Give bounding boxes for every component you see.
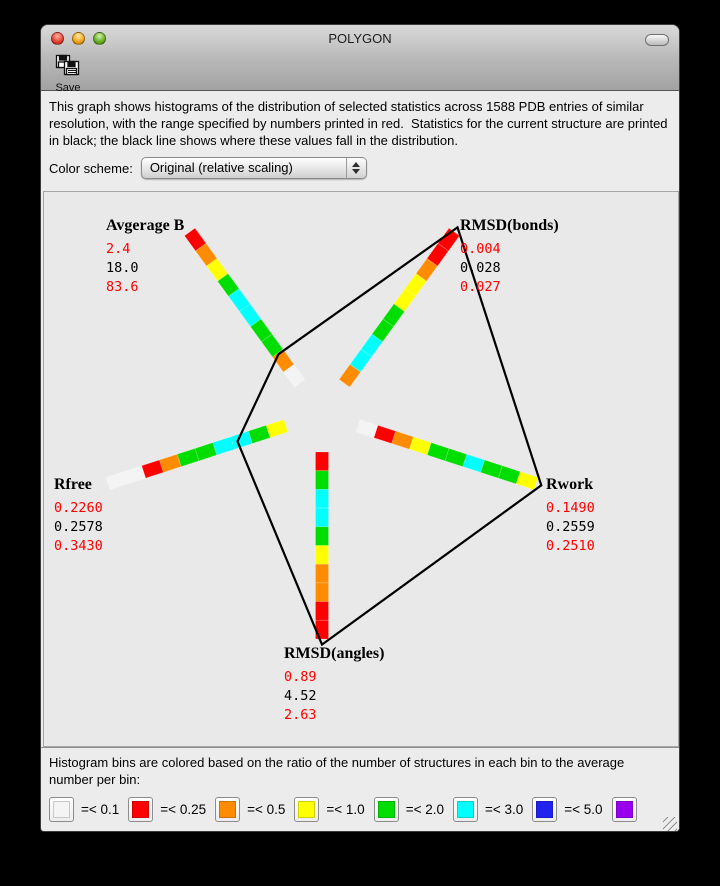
histogram-bar-avgerage-b [184, 228, 304, 387]
resize-grip[interactable] [663, 817, 677, 831]
legend-bin [612, 797, 637, 822]
legend-bin-swatch-orange[interactable] [215, 797, 240, 822]
axis-label-rmsd-bonds: RMSD(bonds) 0.004 0.028 0.027 [460, 217, 559, 295]
legend-bin-label: =< 3.0 [484, 802, 524, 817]
axis-current-value: 0.2578 [54, 519, 103, 535]
histogram-bin-segment [516, 472, 538, 490]
axis-max-value: 0.3430 [54, 538, 103, 554]
legend-bin-swatch-blue[interactable] [532, 797, 557, 822]
color-chip [378, 801, 395, 818]
histogram-bin-segment [316, 602, 329, 621]
color-chip [536, 801, 553, 818]
histogram-bin-segment [316, 471, 329, 490]
legend-bin-label: =< 0.5 [247, 802, 286, 817]
legend-bin [532, 797, 602, 822]
histogram-bin-segment [316, 527, 329, 546]
legend-bin-swatch-white[interactable] [49, 797, 74, 822]
legend-bin-swatch-green[interactable] [374, 797, 399, 822]
legend-bin [453, 797, 523, 822]
legend-bin-swatch-yellow[interactable] [294, 797, 319, 822]
legend-panel [41, 747, 679, 832]
axis-max-value: 2.63 [284, 707, 317, 723]
color-chip [132, 801, 149, 818]
title-bar[interactable] [41, 25, 679, 53]
legend-bin [128, 797, 206, 822]
histogram-bar-rwork [356, 420, 538, 490]
save-button-label: Save [55, 82, 81, 94]
histogram-bar-rfree [106, 420, 288, 490]
histogram-bin-segment [316, 452, 329, 471]
histogram-bin-segment [316, 564, 329, 583]
save-button[interactable] [51, 54, 85, 94]
intro-panel [41, 91, 679, 191]
histogram-bin-segment [316, 546, 329, 565]
axis-min-value: 0.89 [284, 669, 317, 685]
axis-current-value: 4.52 [284, 688, 317, 704]
polygon-window [40, 24, 680, 832]
axis-min-value: 0.004 [460, 241, 501, 257]
axis-label-avgerage-b: Avgerage B 2.4 18.0 83.6 [106, 217, 185, 295]
axis-current-value: 0.028 [460, 260, 501, 276]
radar-chart-panel [43, 191, 679, 747]
legend-bins-row [49, 797, 671, 822]
color-scheme-row [49, 157, 671, 179]
color-chip [219, 801, 236, 818]
axis-min-value: 2.4 [106, 241, 131, 257]
legend-bin-swatch-purple[interactable] [612, 797, 637, 822]
legend-caption: Histogram bins are colored based on the ratio of the number of structures in each bin to the average number per bin: [49, 755, 625, 787]
axis-max-value: 0.027 [460, 279, 501, 295]
legend-bin-label: =< 2.0 [405, 802, 444, 817]
color-chip [616, 801, 633, 818]
toolbar-toggle-button[interactable] [645, 34, 669, 46]
save-floppy-icon [55, 54, 81, 82]
axis-current-value: 18.0 [106, 260, 139, 276]
axis-current-value: 0.2559 [546, 519, 595, 535]
histogram-bin-segment [316, 489, 329, 508]
color-scheme-select[interactable] [141, 157, 367, 179]
histogram-bar-rmsd-angles- [316, 452, 329, 639]
legend-bin-swatch-cyan[interactable] [453, 797, 478, 822]
histogram-bin-segment [316, 583, 329, 602]
color-chip [457, 801, 474, 818]
axis-label-rfree: Rfree 0.2260 0.2578 0.3430 [54, 476, 103, 554]
legend-bin [294, 797, 364, 822]
axis-max-value: 0.2510 [546, 538, 595, 554]
histogram-bar-rmsd-bonds- [339, 228, 459, 387]
legend-bin-label: =< 5.0 [564, 802, 603, 817]
legend-bin [374, 797, 444, 822]
legend-bin-label: =< 0.25 [160, 802, 207, 817]
color-chip [53, 801, 70, 818]
axis-min-value: 0.1490 [546, 500, 595, 516]
legend-bin-label: =< 0.1 [81, 802, 120, 817]
color-chip [298, 801, 315, 818]
legend-bin [215, 797, 285, 822]
popup-stepper-icon [346, 158, 366, 178]
color-scheme-selected-value: Original (relative scaling) [149, 160, 293, 175]
color-scheme-label: Color scheme: [49, 160, 133, 176]
histogram-bin-segment [106, 472, 128, 490]
toolbar [41, 53, 679, 94]
axis-max-value: 83.6 [106, 279, 139, 295]
histogram-bin-segment [316, 508, 329, 527]
legend-bin [49, 797, 119, 822]
legend-bin-label: =< 1.0 [326, 802, 365, 817]
window-title: POLYGON [328, 31, 392, 46]
axis-label-rwork: Rwork 0.1490 0.2559 0.2510 [546, 476, 595, 554]
description-text: This graph shows histograms of the distribution of selected statistics across 1588 PDB entries of similar resolution, with the range specified by numbers printed in red. Statistics for the current structure are printed in black; the black line shows where these values fall in the distribution. [49, 99, 672, 148]
axis-min-value: 0.2260 [54, 500, 103, 516]
axis-label-rmsd-angles: RMSD(angles) 0.89 4.52 2.63 [284, 645, 385, 723]
legend-bin-swatch-red[interactable] [128, 797, 153, 822]
